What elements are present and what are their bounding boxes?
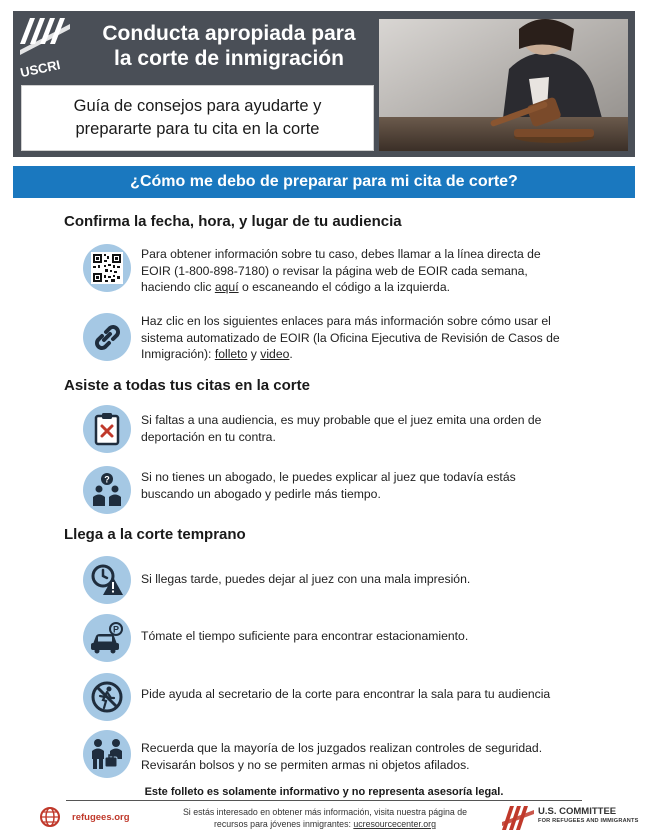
courtroom-photo bbox=[379, 19, 628, 151]
item-text-part: Haz clic en los siguientes enlaces para más información sobre cómo usar el sistema automatizado de EOIR (la Oficina Ejecutiva de Revisión de Casos de Inmigración): bbox=[141, 314, 560, 361]
logo-text: USCRI bbox=[18, 57, 62, 79]
uscri-logo bbox=[16, 14, 74, 79]
item-text-eoir-links bbox=[141, 313, 561, 363]
section-title-early: Llega a la corte temprano bbox=[64, 526, 246, 543]
resource-center-link[interactable]: ucresourcecenter.org bbox=[353, 819, 436, 829]
subtitle-line-1: Guía de consejos para ayudarte y bbox=[73, 97, 322, 115]
item-text-part: y bbox=[247, 347, 261, 361]
people-question-icon bbox=[83, 466, 131, 514]
qr-code-icon[interactable] bbox=[83, 244, 131, 292]
svg-text:P: P bbox=[112, 624, 120, 635]
org-name: U.S. COMMITTEE bbox=[538, 806, 617, 817]
section-banner: ¿Cómo me debo de preparar para mi cita de corte? bbox=[13, 166, 635, 198]
item-text-part: . bbox=[289, 347, 293, 361]
security-check-icon bbox=[83, 730, 131, 778]
page-title bbox=[79, 21, 379, 71]
link-folleto[interactable]: folleto bbox=[214, 347, 248, 361]
item-text-clerk: Pide ayuda al secretario de la corte para encontrar la sala para tu audiencia bbox=[141, 687, 551, 701]
section-title-confirm: Confirma la fecha, hora, y lugar de tu audiencia bbox=[64, 213, 402, 230]
title-line-2: la corte de inmigración bbox=[114, 47, 344, 70]
item-text-part: Para obtener información sobre tu caso, debes llamar a la línea directa de EOIR (1-800-898-7180) o revisar la página web de EOIR cada semana, haciendo clic bbox=[141, 247, 541, 294]
website-link[interactable]: refugees.org bbox=[72, 812, 130, 823]
no-lost-icon bbox=[83, 673, 131, 721]
link-aqui[interactable]: aquí bbox=[214, 280, 239, 294]
svg-text:?: ? bbox=[104, 474, 110, 485]
footer-info-line-1: Si estás interesado en obtener más información, visita nuestra página de bbox=[182, 807, 468, 817]
org-subtitle: FOR REFUGEES AND IMMIGRANTS bbox=[538, 818, 639, 824]
footer-info-line-2 bbox=[160, 818, 490, 830]
item-text-late: Si llegas tarde, puedes dejar al juez con una mala impresión. bbox=[141, 572, 471, 586]
item-text-case-info bbox=[141, 246, 561, 296]
clipboard-x-icon bbox=[83, 405, 131, 453]
item-text-part: o escaneando el código a la izquierda. bbox=[238, 280, 450, 294]
link-video[interactable]: video bbox=[260, 347, 290, 361]
title-line-1: Conducta apropiada para bbox=[102, 22, 356, 45]
subtitle-box bbox=[21, 85, 374, 151]
disclaimer: Este folleto es solamente informativo y no representa asesoría legal. bbox=[144, 786, 504, 798]
header bbox=[13, 11, 635, 157]
item-text-no-lawyer: Si no tienes un abogado, le puedes explicar al juez que todavía estás buscando un abogado y pedirle más tiempo. bbox=[141, 470, 516, 501]
subtitle-line-2: prepararte para tu cita en la corte bbox=[75, 120, 320, 138]
clock-warning-icon bbox=[83, 556, 131, 604]
item-text-missed-hearing: Si faltas a una audiencia, es muy probable que el juez emita una orden de deportación en tu contra. bbox=[141, 413, 542, 444]
item-text-security: Recuerda que la mayoría de los juzgados realizan controles de seguridad. Revisarán bolsos y no se permiten armas ni objetos afilados. bbox=[141, 741, 543, 772]
footer-info-prefix: recursos para jóvenes inmigrantes: bbox=[214, 819, 354, 829]
item-text-parking: Tómate el tiempo suficiente para encontrar estacionamiento. bbox=[141, 629, 469, 643]
link-chain-icon bbox=[83, 313, 131, 361]
car-parking-icon bbox=[83, 614, 131, 662]
section-title-attend: Asiste a todas tus citas en la corte bbox=[64, 377, 310, 394]
footer-info bbox=[160, 806, 490, 830]
